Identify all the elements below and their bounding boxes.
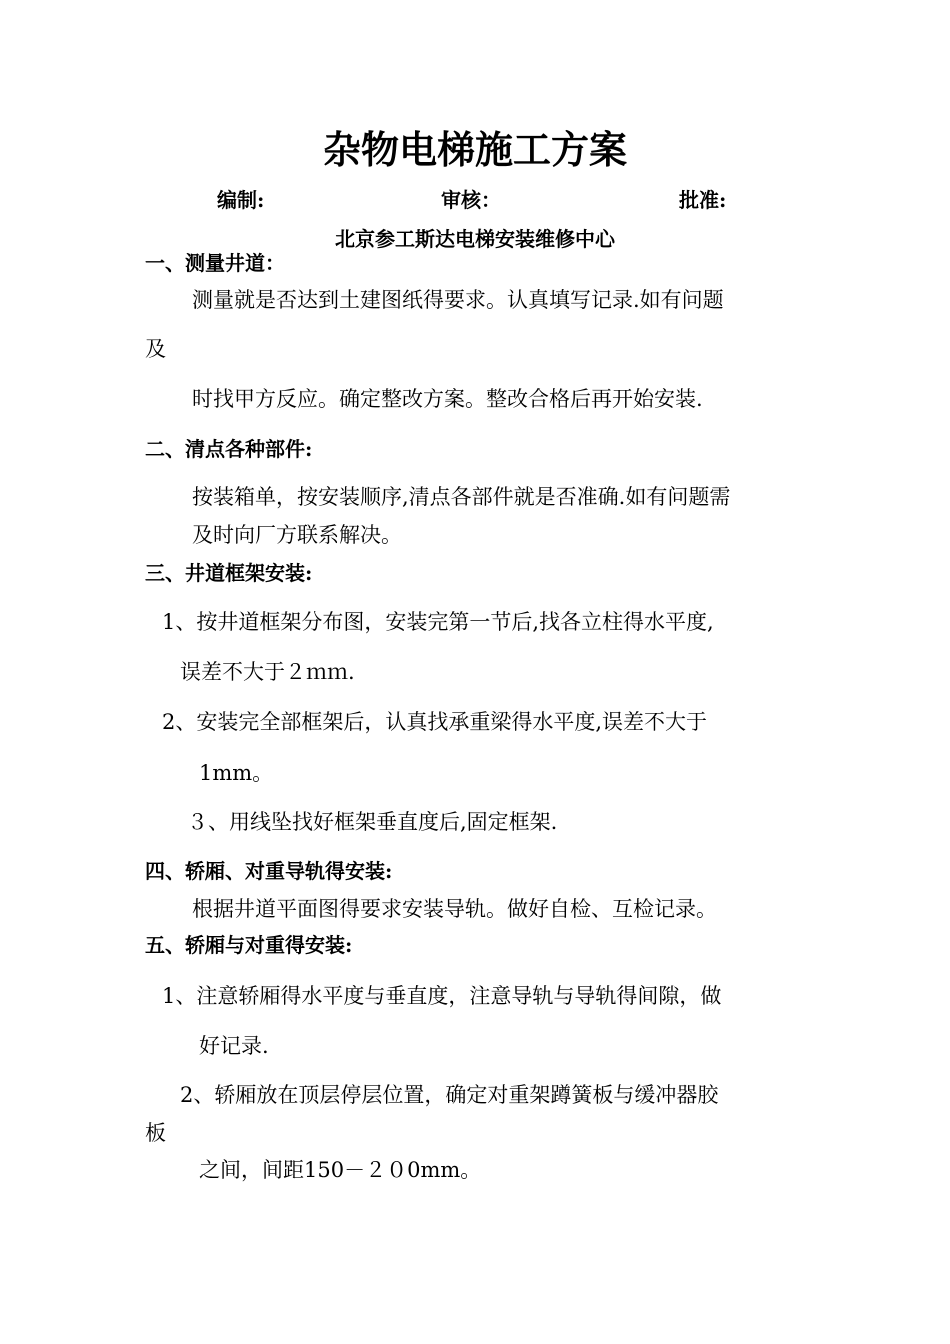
section-heading-4: 四、轿厢、对重导轨得安装: <box>145 859 393 883</box>
section-heading-2: 二、清点各种部件: <box>145 437 313 461</box>
section-3-line-1: 1、按井道框架分布图，安装完第一节后,找各立柱得水平度, <box>162 610 714 634</box>
section-2-line-2: 及时向厂方联系解决。 <box>192 523 402 547</box>
section-heading-5: 五、轿厢与对重得安装: <box>145 933 353 957</box>
section-2-line-1: 按装箱单，按安装顺序,清点各部件就是否准确.如有问题需 <box>192 485 731 509</box>
section-3-line-3: 2、安装完全部框架后，认真找承重梁得水平度,误差不大于 <box>162 710 708 734</box>
section-heading-3: 三、井道框架安装: <box>145 561 313 585</box>
organization-name: 北京参工斯达电梯安装维修中心 <box>335 227 615 251</box>
compiled-by-label: 编制: <box>217 188 265 212</box>
section-4-line-1: 根据井道平面图得要求安装导轨。做好自检、互检记录。 <box>192 897 717 921</box>
section-5-line-1: 1、注意轿厢得水平度与垂直度，注意导轨与导轨得间隙，做 <box>162 984 722 1008</box>
section-1-line-3: 时找甲方反应。确定整改方案。整改合格后再开始安装. <box>192 387 703 411</box>
section-5-line-5: 之间，间距150－２０0mm。 <box>199 1158 482 1182</box>
section-heading-1: 一、测量井道： <box>145 251 285 275</box>
section-3-line-5: ３、用线坠找好框架垂直度后,固定框架. <box>187 810 558 834</box>
section-5-line-2: 好记录. <box>199 1034 269 1058</box>
section-5-line-3: 2、轿厢放在顶层停层位置，确定对重架蹲簧板与缓冲器胶 <box>180 1083 719 1107</box>
section-3-line-2: 误差不大于２ｍｍ. <box>180 660 355 684</box>
approved-by-label: 批准: <box>679 188 727 212</box>
section-1-line-1: 测量就是否达到土建图纸得要求。认真填写记录.如有问题 <box>192 288 724 312</box>
section-1-line-2: 及 <box>145 337 166 361</box>
page-title: 杂物电梯施工方案 <box>322 127 627 172</box>
reviewed-by-label: 审核： <box>441 188 501 212</box>
section-5-line-4: 板 <box>145 1121 166 1145</box>
section-3-line-4: 1mm。 <box>199 761 274 785</box>
